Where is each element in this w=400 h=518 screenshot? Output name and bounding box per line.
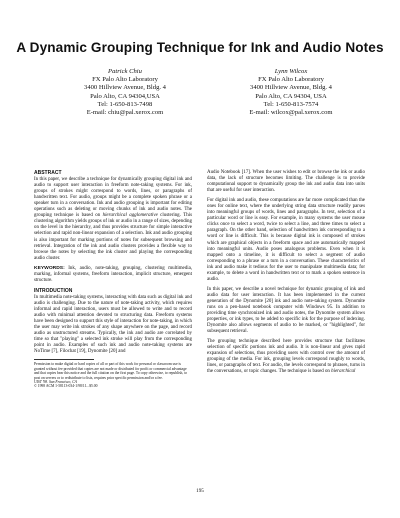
author-tel: Tel: 1-650-813-7574 bbox=[263, 100, 319, 108]
page-number: 195 bbox=[196, 488, 204, 494]
keywords-text: Ink, audio, note-taking, grouping, clustering multimedia, marking, informal systems, freeform interaction, implicit structure, emergent structure. bbox=[34, 265, 192, 283]
author-email: E-mail: wilcox@pal.xerox.com bbox=[249, 109, 333, 117]
permission-text: Permission to make digital or hard copies of all or part of this work for personal or classroom use is granted without fee provided that copies are not made or distributed for profit or commercial advantage and that copies bear this notice and the full citation on the first page. To copy otherwise, to republish, to post on servers or to redistribute to lists, requires prior specific permission and/or a fee. bbox=[34, 362, 188, 380]
author-org: FX Palo Alto Laboratory bbox=[258, 76, 324, 84]
author-tel: Tel: 1-650-813-7498 bbox=[97, 100, 153, 108]
introduction-paragraph: In multimedia note-taking systems, interacting with data such as digital ink and audio is challenging. Due to the nature of note-taking activity, which requires informal and rapid interaction, users must be allowed to write and to record audio with minimal attention devoted to structuring data. Freeform systems have been designed to support this style of interaction for note-taking, in which the user may write ink strokes of any shape anywhere on the page, and record audio as unstructured streams. Typically, the ink and audio are correlated by time so that "playing" a selected ink stroke will play from the corresponding point in audio. Examples of such ink and audio note-taking systems are NoTime [7], Filochat [19], Dynomite [20] and bbox=[34, 294, 192, 355]
body-paragraph: In this paper, we describe a novel technique for dynamic grouping of ink and audio data for user interaction. It has been implemented in the current generation of the Dynomite [20] ink and audio note-taking system. Dynomite runs on a pen-based notebook computer with Windows 95. In addition to providing time synchronized ink and audio notes, the Dynomite system allows properties, or ink types, to be added to specific ink for the purpose of indexing. Dynomite also allows segments of audio to be marked, or "highlighted", for subsequent retrieval. bbox=[207, 286, 365, 335]
paper-title: A Dynamic Grouping Technique for Ink and Audio Notes bbox=[16, 40, 384, 55]
author-org: FX Palo Alto Laboratory bbox=[92, 76, 158, 84]
footnote-divider bbox=[34, 359, 94, 360]
author-name: Lynn Wilcox bbox=[274, 68, 308, 75]
abstract-heading: ABSTRACT bbox=[34, 170, 62, 176]
body-paragraph: Audio Notebook [17]. When the user wishes to edit or browse the ink or audio data, the lack of structure becomes limiting. The challenge is to provide computational support to dynamically group the ink and audio data into units that are useful for user interaction. bbox=[207, 170, 365, 194]
author-email: E-mail: chiu@pal.xerox.com bbox=[86, 109, 164, 117]
venue-line: UIST '98. San Francisco, CA bbox=[34, 379, 77, 384]
keywords-paragraph bbox=[34, 266, 192, 284]
abstract-emphasis: hierarchical agglomerative bbox=[102, 213, 158, 219]
author-address: 3400 Hillview Avenue, Bldg. 4 bbox=[250, 84, 332, 92]
author-block-2 bbox=[206, 68, 376, 117]
permission-notice bbox=[34, 362, 192, 388]
abstract-text-a: In this paper, we describe a technique for dynamically grouping digital ink and audio to support user interaction in freeform note-taking systems. For ink, groups of strokes might correspond to words, lines, or paragraphs of handwritten text. For audio, groups might be a complete spoken phrase or a speaker turn in a conversation. Ink and audio grouping is important for editing operations such as deleting or moving chunks of ink and audio notes. The grouping technique is based on bbox=[34, 177, 192, 219]
right-column bbox=[207, 170, 365, 380]
body-paragraph bbox=[207, 339, 365, 375]
author-city: Palo Alto, CA 94304, USA bbox=[255, 92, 327, 100]
author-name: Patrick Chiu bbox=[108, 68, 142, 75]
copyright-line: © 1998 ACM 1-58113-034-1/98/11...$5.00 bbox=[34, 384, 98, 389]
abstract-text-b: clustering. This clustering algorithm yields groups of ink or audio in a range of sizes, depending on the level in the hierarchy, and thus provides structure for simple interactive selection and rapid non-linear expansion of a selection. Ink and audio grouping is also important for marking portions of notes for subsequent browsing and retrieval. Integration of the ink and audio clusters provides a flexible way to browse the notes by selecting the ink cluster and playing the corresponding audio cluster. bbox=[34, 213, 192, 261]
body-text: The grouping technique described here provides structure that facilitates selection of specific portions ink and audio. It is non-linear and gives rapid expansion of selections, thus providing users with control over the amount of grouping of the media. For ink, grouping levels correspond roughly to words, lines, or paragraphs of text. For audio, the levels correspond to phrases, turns in the conversations, or topic changes. The technique is based on bbox=[207, 339, 365, 375]
author-address: 3400 Hillview Avenue, Bldg. 4 bbox=[84, 84, 166, 92]
keywords-label: KEYWORDS: bbox=[34, 265, 65, 271]
author-block-1 bbox=[40, 68, 210, 117]
left-column bbox=[34, 170, 192, 389]
author-city: Palo Alto, CA 94304,USA bbox=[90, 92, 160, 100]
body-paragraph: For digital ink and audio, these computations are far more complicated than the ones for online text, where the underlying string data structure readily parses into meaningful groups of words, lines and paragraphs. In text, selection of a particular word or line is easy. For example, in many systems the user mouse clicks once to select a word, twice to select a line, and three times to select a paragraph. On the other hand, selection of handwritten ink corresponding to a word or line is difficult. This is because digital ink is composed of strokes which are graphical objects in a freeform space and are automatically mapped into meaningful units. Audio poses analogous problems. Even when it is mapped onto a timeline, it is difficult to select a segment of audio corresponding to a phrase or a turn in a conversation. These characteristics of ink and audio make it tedious for the user to manipulate multimedia data; for example, to delete a word in handwritten text or to mark a spoken sentence in audio. bbox=[207, 198, 365, 282]
introduction-heading: INTRODUCTION bbox=[34, 287, 73, 294]
body-emphasis: hierarchical bbox=[331, 369, 356, 375]
abstract-paragraph bbox=[34, 177, 192, 262]
